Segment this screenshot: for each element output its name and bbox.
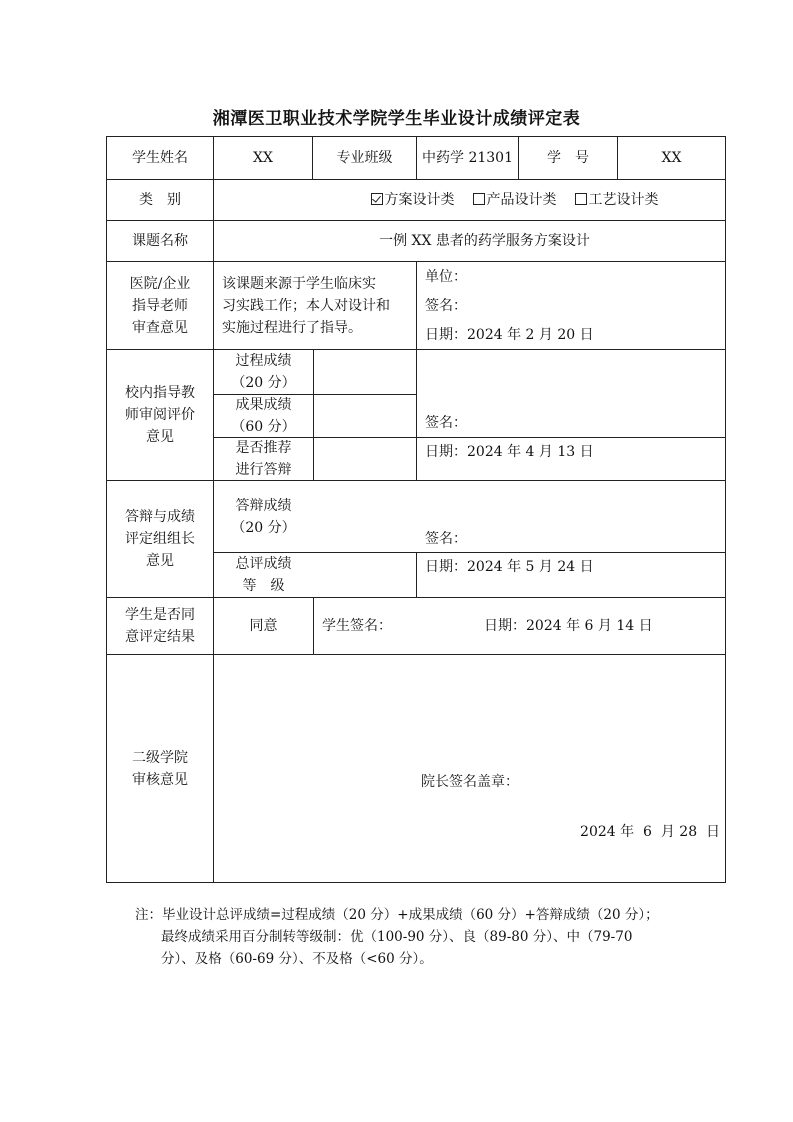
- process-score-label: 过程成绩 （20 分）: [231, 353, 296, 391]
- category-option-product[interactable]: 产品设计类: [473, 189, 557, 211]
- checkbox-icon[interactable]: [575, 193, 587, 205]
- student-agree-date: 日期：2024 年 6 月 14 日: [484, 618, 653, 634]
- student-agree-value: 同意: [249, 618, 278, 634]
- student-sign: 学生签名：: [322, 618, 392, 634]
- footnote: [135, 904, 725, 970]
- defense-sign: 签名：: [425, 531, 467, 547]
- class-label: 专业班级: [336, 150, 393, 166]
- student-id-label: 学 号: [547, 150, 589, 166]
- footnote-line: 注：毕业设计总评成绩=过程成绩（20 分）+成果成绩（60 分）+答辩成绩（20 分）；: [135, 907, 659, 923]
- category-label: 类 别: [139, 192, 181, 208]
- topic-label: 课题名称: [132, 233, 188, 249]
- class-value: 中药学 21301: [422, 150, 513, 166]
- checkbox-icon[interactable]: [473, 193, 485, 205]
- college-review-label: 二级学院 审核意见: [132, 749, 188, 788]
- column-divider: [313, 349, 314, 480]
- hospital-date: 日期：2024 年 2 月 20 日: [425, 327, 594, 343]
- school-sign: 签名：: [425, 415, 467, 431]
- defense-review-label: 答辩与成绩 评定组组长 意见: [125, 509, 195, 569]
- result-score-label: 成果成绩 （60 分）: [231, 397, 296, 435]
- student-agree-label: 学生是否同 意评定结果: [125, 607, 195, 645]
- dean-sign: 院长签名盖章：: [421, 774, 519, 790]
- student-name-value: XX: [253, 150, 273, 166]
- overall-grade-label: 总评成绩 等 级: [235, 556, 292, 594]
- column-divider: [416, 552, 417, 597]
- table-border-bottom: [106, 882, 726, 883]
- table-border-right: [725, 136, 726, 883]
- college-date: 2024 年 6 月 28 日: [580, 824, 720, 840]
- student-id-value: XX: [661, 150, 682, 166]
- hospital-sign: 签名：: [425, 298, 467, 314]
- recommend-defense-label: 是否推荐 进行答辩: [235, 440, 292, 478]
- category-options: [214, 180, 725, 220]
- footnote-line: 最终成绩采用百分制转等级制：优（100-90 分）、良（89-80 分）、中（79-70: [161, 929, 633, 945]
- footnote-line: 分）、及格（60-69 分）、不及格（<60 分）。: [161, 951, 433, 967]
- category-option-process[interactable]: 工艺设计类: [575, 189, 659, 211]
- defense-score-label: 答辩成绩 （20 分）: [231, 498, 296, 536]
- column-divider: [416, 261, 417, 349]
- topic-value: 一例 XX 患者的药学服务方案设计: [379, 233, 590, 249]
- school-review-label: 校内指导教 师审阅评价 意见: [125, 385, 195, 445]
- defense-date: 日期：2024 年 5 月 24 日: [425, 559, 594, 575]
- form-title: 湘潭医卫职业技术学院学生毕业设计成绩评定表: [212, 109, 581, 129]
- hospital-unit: 单位：: [425, 269, 467, 285]
- hospital-review-comment: 该课题来源于学生临床实 习实践工作；本人对设计和 实施过程进行了指导。: [222, 276, 390, 336]
- hospital-review-label: 医院/企业 指导老师 审查意见: [129, 275, 191, 336]
- column-divider: [313, 597, 314, 654]
- school-date: 日期：2024 年 4 月 13 日: [425, 444, 594, 460]
- checked-checkbox-icon[interactable]: [371, 193, 383, 205]
- column-divider: [416, 349, 417, 480]
- category-option-scheme[interactable]: 方案设计类: [371, 189, 455, 211]
- student-name-label: 学生姓名: [132, 150, 188, 166]
